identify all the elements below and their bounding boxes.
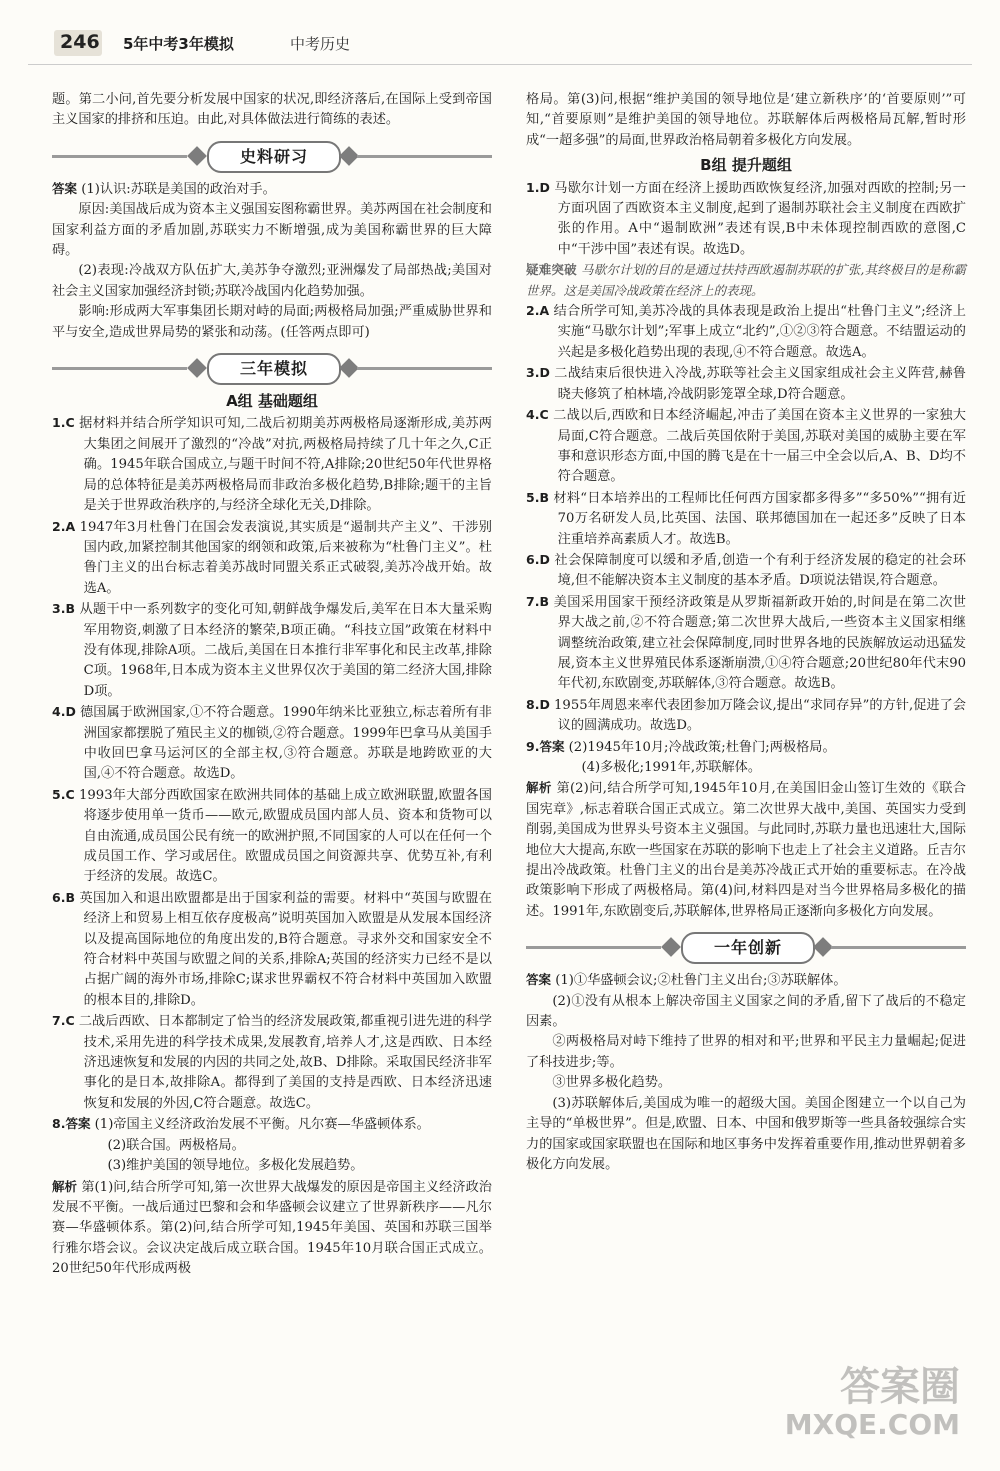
item-number: 3.B bbox=[52, 601, 75, 617]
answer-text: (1)①华盛顿会议;②杜鲁门主义出台;③苏联解体。 bbox=[555, 973, 847, 989]
list-item bbox=[526, 695, 966, 737]
divider bbox=[357, 367, 492, 370]
list-item bbox=[526, 178, 966, 261]
diamond-icon bbox=[661, 937, 681, 957]
item-text: 英国加入和退出欧盟都是出于国家利益的需要。材料中“英国与欧盟在经济上和贸易上相互依存度极高”说明英国加入欧盟是从发展本国经济以及提高国际地位的角度出发的,B符合题意。寻求外交和国家安全不符合材料中英国与欧盟之间的关系,排除A;英国的经济实力已经不是以占据广阔的海外市场,排除C;谋求世界霸权不符合材料中英国加入欧盟的根本目的,排除D。 bbox=[79, 890, 492, 1008]
item-text: 1993年大部分西欧国家在欧洲共同体的基础上成立欧洲联盟,欧盟各国将逐步使用单一货币——欧元,欧盟成员国内部人员、资本和货物可以自由流通,成员国公民有统一的欧洲护照,不同国家的人可以在任何一个成员国工作、学习或居住。欧盟成员国之间资源共享、优势互补,有利于经济的发展。故选C。 bbox=[79, 787, 492, 885]
divider bbox=[52, 367, 187, 370]
innovation-answer-2c: ③世界多极化趋势。 bbox=[552, 1075, 672, 1091]
answer-label: 答案 bbox=[52, 180, 78, 196]
answer-label: 答案 bbox=[526, 972, 552, 988]
list-item bbox=[52, 888, 492, 1011]
section-header-yinian bbox=[526, 928, 966, 966]
book-title: 5年中考3年模拟 bbox=[123, 35, 234, 53]
page-number: 246 bbox=[60, 31, 100, 53]
tip-text: 马歇尔计划的目的是通过扶持西欧遏制苏联的扩张,其终极目的是称霸世界。这是美国冷战政策在经济上的表现。 bbox=[526, 262, 966, 298]
divider bbox=[526, 946, 661, 949]
q8-answer bbox=[52, 1114, 492, 1135]
list-item bbox=[52, 599, 492, 702]
analysis-label: 解析 bbox=[526, 780, 552, 796]
item-number: 1.C bbox=[52, 415, 75, 431]
item-number: 9.答案 bbox=[526, 738, 565, 754]
item-text: 德国属于欧洲国家,①不符合题意。1990年纳米比亚独立,标志着所有非洲国家都摆脱了殖民主义的枷锁,②符合题意。1999年巴拿马从美国手中收回巴拿马运河区的全部主权,③符合题意。苏联是地跨欧亚的大国,④不符合题意。故选D。 bbox=[80, 705, 492, 782]
list-item bbox=[52, 785, 492, 888]
innovation-answer-3: (3)苏联解体后,美国成为唯一的超级大国。美国企图建立一个以自己为主导的“单极世界”。但是,欧盟、日本、中国和俄罗斯等一些具备较强综合实力的国家或国家联盟也在国际和地区事务中发挥着重要作用,推动世界朝着多极化方向发展。 bbox=[526, 1095, 966, 1172]
innovation-answer bbox=[526, 970, 966, 991]
answer-1 bbox=[52, 179, 492, 200]
group-b-title: B组 提升题组 bbox=[700, 156, 792, 175]
answer-2: (2)表现:冷战双方队伍扩大,美苏争夺激烈;亚洲爆发了局部热战;美国对社会主义国家加强经济封锁;苏联冷战国内化趋势加强。 bbox=[52, 263, 492, 299]
section-title: 一年创新 bbox=[681, 932, 815, 964]
item-text: 二战结束后很快进入冷战,苏联等社会主义国家组成社会主义阵营,赫鲁晓夫修筑了柏林墙,冷战阴影笼罩全球,D符合题意。 bbox=[554, 366, 966, 402]
left-column bbox=[52, 90, 492, 1280]
answer-text: (1)帝国主义经济政治发展不平衡。凡尔赛—华盛顿体系。 bbox=[94, 1117, 430, 1133]
item-text: 美国采用国家干预经济政策是从罗斯福新政开始的,时间是在第二次世界大战之前,②不符合题意;第二次世界大战后,一些资本主义国家相继调整统治政策,建立社会保障制度,同时世界各地的民族解放运动迅猛发展,资本主义世界殖民体系逐渐崩溃,①④符合题意;20世纪80年代末90年代初,东欧剧变,苏联解体,③符合题意。故选B。 bbox=[553, 594, 966, 692]
item-text: 社会保障制度可以缓和矛盾,创造一个有利于经济发展的稳定的社会环境,但不能解决资本主义制度的基本矛盾。D项说法错误,符合题意。 bbox=[554, 552, 966, 589]
watermark bbox=[785, 1365, 960, 1441]
tip-label: 疑难突破 bbox=[526, 262, 577, 278]
intro-paragraph: 题。第二小问,首先要分析发展中国家的状况,即经济落后,在国际上受到帝国主义国家的排挤和压迫。由此,对具体做法进行简练的表述。 bbox=[52, 92, 492, 128]
right-column bbox=[526, 90, 966, 1175]
list-item bbox=[526, 550, 966, 592]
item-number: 4.D bbox=[52, 704, 76, 720]
item-number: 5.B bbox=[526, 489, 549, 505]
section-title: 三年模拟 bbox=[207, 353, 341, 385]
tip-note bbox=[526, 260, 966, 301]
diamond-icon bbox=[813, 937, 833, 957]
group-a-title: A组 基础题组 bbox=[226, 392, 318, 411]
item-number: 7.B bbox=[526, 593, 549, 609]
q9-analysis bbox=[526, 778, 966, 922]
item-number: 5.C bbox=[52, 786, 75, 802]
list-item bbox=[52, 517, 492, 600]
analysis-text: 第(1)问,结合所学可知,第一次世界大战爆发的原因是帝国主义经济政治发展不平衡。一战后通过巴黎和会和华盛顿会议建立了世界新秩序——凡尔赛—华盛顿体系。第(2)问,结合所学可知,1945年美国、英国和苏联三国举行雅尔塔会议。会议决定战后成立联合国。1945年10月联合国正式成立。20世纪50年代形成两极 bbox=[52, 1179, 492, 1277]
page-header bbox=[28, 28, 972, 65]
innovation-answer-2: (2)①没有从根本上解决帝国主义国家之间的矛盾,留下了战后的不稳定因素。 bbox=[526, 993, 966, 1030]
item-number: 6.D bbox=[526, 551, 550, 567]
list-item bbox=[52, 1011, 492, 1114]
divider bbox=[52, 155, 187, 158]
list-item bbox=[526, 405, 966, 488]
list-item bbox=[52, 413, 492, 516]
item-number: 2.A bbox=[52, 518, 76, 534]
diamond-icon bbox=[339, 146, 359, 166]
item-text: 1955年周恩来率代表团参加万隆会议,提出“求同存异”的方针,促进了会议的圆满成功。故选D。 bbox=[554, 697, 966, 734]
divider bbox=[831, 946, 966, 949]
item-number: 2.A bbox=[526, 303, 550, 319]
diamond-icon bbox=[187, 358, 207, 378]
analysis-text: 第(2)问,结合所学可知,1945年10月,在美国旧金山签订生效的《联合国宪章》,标志着联合国正式成立。第二次世界大战中,美国、英国实力受到削弱,美国成为世界头号资本主义强国。与此同时,苏联力量也迅速壮大,国际地位大大提高,东欧一些国家在苏联的影响下也走上了社会主义道路。丘吉尔提出冷战政策。杜鲁门主义的出台是美苏冷战正式开始的重要标志。在冷战政策影响下形成了两极格局。第(4)问,材料四是对当今世界格局多极化的描述。1991年,东欧剧变后,苏联解体,世界格局正逐渐向多极化方向发展。 bbox=[526, 781, 966, 919]
divider bbox=[357, 155, 492, 158]
item-text: 二战后西欧、日本都制定了恰当的经济发展政策,都重视引进先进的科学技术,采用先进的科学技术成果,发展教育,培养人才,这是西欧、日本经济迅速恢复和发展的内因的共同之处,故B、D排除。采取国民经济非军事化的是日本,故排除A。都得到了美国的支持是西欧、日本经济迅速恢复和发展的外因,C符合题意。故选C。 bbox=[78, 1014, 492, 1111]
q8-answer-2: (2)联合国。两极格局。 bbox=[107, 1137, 245, 1153]
answer-text: (1)认识:苏联是美国的政治对手。 bbox=[81, 181, 276, 197]
watermark-url: MXQE.COM bbox=[784, 1408, 960, 1441]
item-number: 4.C bbox=[526, 407, 549, 423]
item-number: 7.C bbox=[52, 1013, 75, 1029]
section-header-sannian bbox=[52, 349, 492, 387]
list-item bbox=[526, 363, 966, 405]
q8-analysis bbox=[52, 1177, 492, 1280]
watermark-logo: 答案圈 bbox=[840, 1364, 960, 1410]
continued-paragraph: 格局。第(3)问,根据“维护美国的领导地位是‘建立新秩序’的‘首要原则’”可知,“首要原则”是维护美国的领导地位。苏联解体后两极格局瓦解,暂时形成“一超多强”的局面,世界政治格局朝着多极化方向发展。 bbox=[526, 92, 966, 148]
list-item bbox=[526, 488, 966, 550]
diamond-icon bbox=[339, 358, 359, 378]
innovation-answer-2b: ②两极格局对峙下维持了世界的相对和平;世界和平民主力量崛起;促进了科技进步;等。 bbox=[526, 1034, 966, 1070]
item-text: 材料“日本培养出的工程师比任何西方国家都多得多”“多50%”“拥有近70万名研发人员,比英国、法国、联邦德国加在一起还多”反映了日本注重培养高素质人才。故选B。 bbox=[553, 490, 966, 547]
subject-label: 中考历史 bbox=[290, 35, 351, 53]
list-item bbox=[526, 592, 966, 695]
item-text: 从题干中一系列数字的变化可知,朝鲜战争爆发后,美军在日本大量采购军用物资,刺激了日本经济的繁荣,B项正确。“科技立国”政策在材料中没有体现,排除A项。二战后,美国在日本推行非军事化和民主改革,排除C项。1968年,日本成为资本主义世界仅次于美国的第二经济大国,排除D项。 bbox=[79, 602, 492, 699]
item-text: 据材料并结合所学知识可知,二战后初期美苏两极格局逐渐形成,美苏两大集团之间展开了激烈的“冷战”对抗,两极格局持续了几十年之久,C正确。1945年联合国成立,与题干时间不符,A排除;20世纪50年代世界格局的总体特征是美苏两极格局而非政治多极化趋势,B排除;题干的主旨是关于世界政治秩序的,与经济全球化无关,D排除。 bbox=[79, 416, 492, 514]
item-text: 结合所学可知,美苏冷战的具体表现是政治上提出“杜鲁门主义”;经济上实施“马歇尔计划”;军事上成立“北约”,①②③符合题意。不结盟运动的兴起是多极化趋势出现的表现,④不符合题意。故选A。 bbox=[553, 304, 966, 360]
diamond-icon bbox=[187, 146, 207, 166]
item-number: 6.B bbox=[52, 889, 75, 905]
section-title: 史料研习 bbox=[207, 141, 341, 173]
item-number: 1.D bbox=[526, 179, 550, 195]
item-number: 3.D bbox=[526, 365, 550, 381]
item-number: 8.D bbox=[526, 696, 550, 712]
section-header-shiliao bbox=[52, 137, 492, 175]
analysis-label: 解析 bbox=[52, 1178, 78, 1194]
item-number: 8.答案 bbox=[52, 1116, 91, 1132]
answer-2-effect: 影响:形成两大军事集团长期对峙的局面;两极格局加强;严重威胁世界和平与安全,造成世界局势的紧张和动荡。(任答两点即可) bbox=[52, 304, 492, 340]
list-item bbox=[52, 702, 492, 785]
item-text: 1947年3月杜鲁门在国会发表演说,其实质是“遏制共产主义”、干涉别国内政,加紧控制其他国家的纲领和政策,后来被称为“杜鲁门主义”。杜鲁门主义的出台标志着美苏战时同盟关系正式破裂,美苏冷战开始。故选A。 bbox=[79, 519, 492, 596]
q9-answer-2: (4)多极化;1991年,苏联解体。 bbox=[581, 760, 762, 775]
item-text: 马歇尔计划一方面在经济上援助西欧恢复经济,加强对西欧的控制;另一方面巩固了西欧资本主义制度,起到了遏制苏联社会主义制度在西欧扩张的作用。A中“遏制欧洲”表述有误,B中未体现控制西欧的意图,C中“干涉中国”表述有误。故选D。 bbox=[554, 180, 966, 257]
answer-1-reason: 原因:美国战后成为资本主义强国妄图称霸世界。美苏两国在社会制度和国家利益方面的矛盾加剧,苏联实力不断增强,成为美国称霸世界的巨大障碍。 bbox=[52, 202, 492, 259]
q9-answer bbox=[526, 737, 966, 758]
item-text: 二战以后,西欧和日本经济崛起,冲击了美国在资本主义世界的一家独大局面,C符合题意。二战后英国依附于美国,苏联对美国的威胁主要在军事和意识形态方面,中国的腾飞是在十一届三中全会以后,A、B、D均不符合题意。 bbox=[553, 408, 966, 485]
q8-answer-3: (3)维护美国的领导地位。多极化发展趋势。 bbox=[107, 1158, 364, 1174]
answer-text: (2)1945年10月;冷战政策;杜鲁门;两极格局。 bbox=[568, 739, 836, 755]
list-item bbox=[526, 301, 966, 363]
